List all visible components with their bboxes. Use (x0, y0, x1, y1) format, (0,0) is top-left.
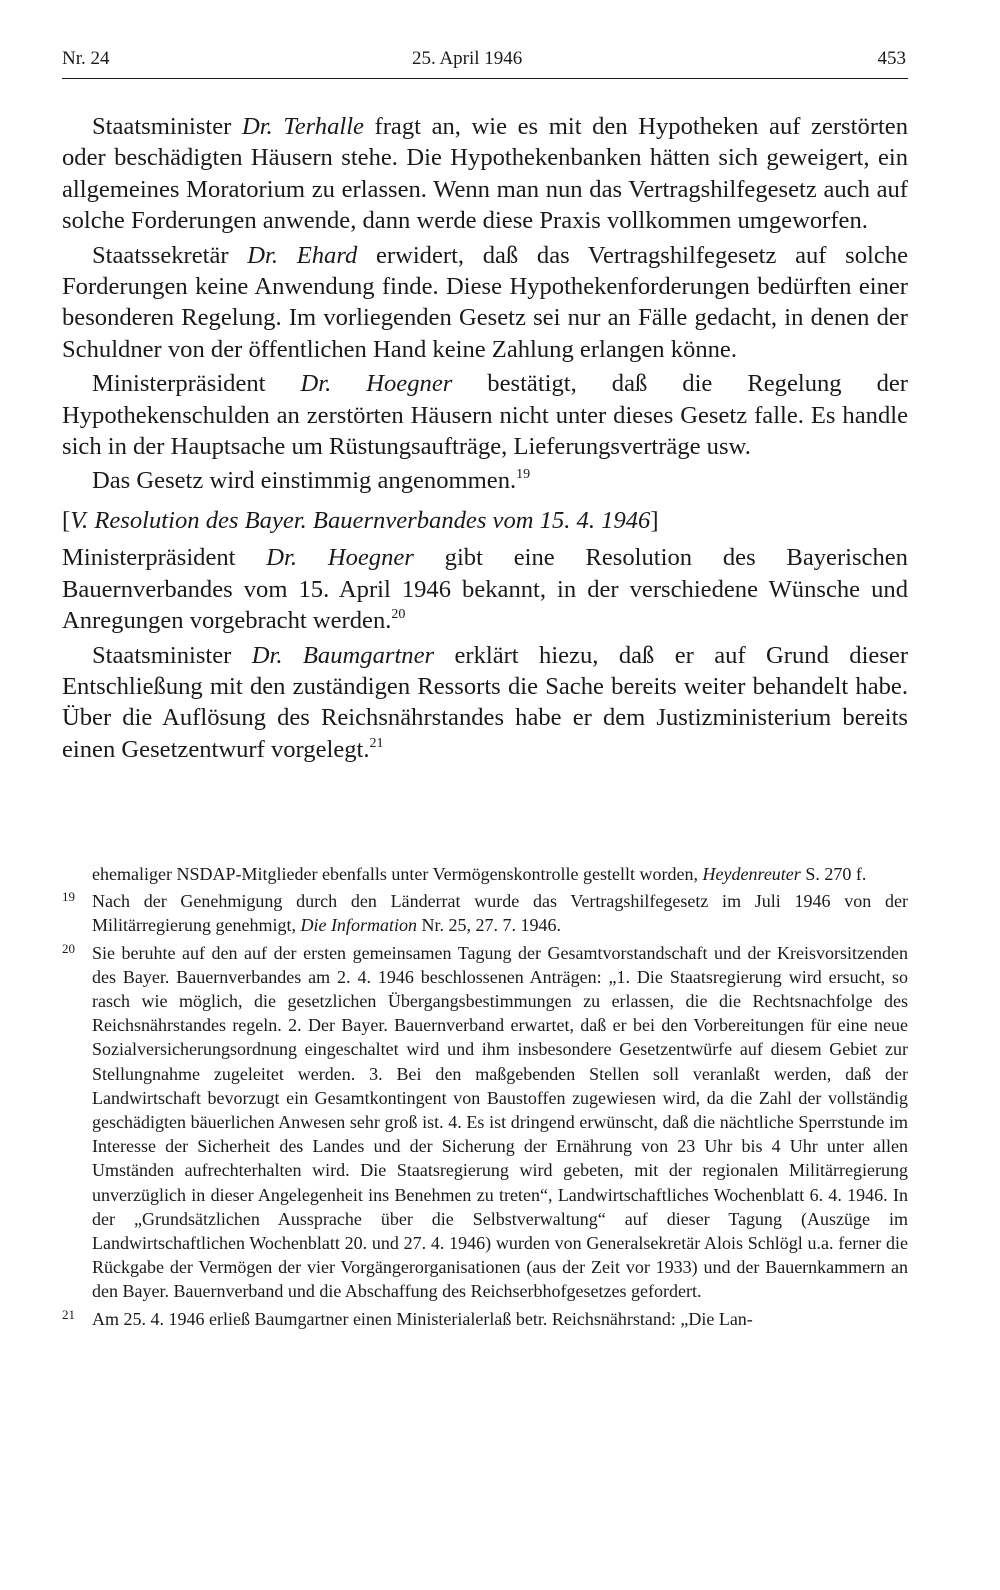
footnote-19: 19 Nach der Genehmigung durch den Länderrat wurde das Vertragshilfegesetz im Juli 1946 von der Militärregierung genehmigt, Die Information Nr. 25, 27. 7. 1946. (62, 889, 908, 937)
paragraph: Ministerpräsident Dr. Hoegner bestätigt, daß die Regelung der Hypothekenschulden an zerstörten Häusern nicht unter dieses Gesetz falle. Es handle sich in der Hauptsache um Rüstungsaufträge, Lieferungsverträge usw. (62, 370, 908, 461)
speaker-name: Dr. Baumgartner (251, 641, 435, 669)
footnote-number: 20 (62, 940, 75, 956)
speaker-name: Dr. Ehard (247, 241, 358, 269)
paragraph: Staatsminister Dr. Baumgartner erklärt hiezu, daß er auf Grund dieser Entschließung mit den zuständigen Ressorts die Sache bereits weiter behandelt habe. Über die Auflösung des Reichsnährstandes habe er dem Justizministerium bereits einen Gesetzentwurf vorgelegt.$^{21}$ (62, 641, 909, 763)
speaker-name: Dr. Hoegner (266, 544, 414, 572)
footnote-ref[interactable]: 21 (369, 735, 384, 751)
footnote-21: 21 Am 25. 4. 1946 erließ Baumgartner einen Ministerialerlaß betr. Reichsnährstand: „Die Lan- (62, 1307, 908, 1331)
speaker-name: Dr. Hoegner (300, 370, 453, 398)
footnotes (62, 862, 908, 1334)
main-text (62, 111, 908, 765)
speaker-name: Dr. Terhalle (241, 113, 364, 140)
section-heading: [V. Resolution des Bayer. Bauernverbandes vom 15. 4. 1946] (62, 506, 659, 534)
footnote-number: 21 (62, 1306, 75, 1322)
paragraph: Staatssekretär Dr. Ehard erwidert, daß das Vertragshilfegesetz auf solche Forderungen keine Anwendung finde. Diese Hypothekenforderungen bedürften einer besonderen Regelung. Im vorliegenden Gesetz sei nur an Fälle gedacht, in denen der Schuldner von der öffentlichen Hand keine Zahlung erlangen könne. (62, 241, 908, 363)
page-number: 453 (877, 48, 906, 69)
footnote-continuation: ehemaliger NSDAP-Mitglieder ebenfalls unter Vermögenskontrolle gestellt worden, Heydenreuter S. 270 f. (92, 864, 867, 884)
footnote-ref[interactable]: 19 (516, 467, 531, 483)
paragraph: Ministerpräsident Dr. Hoegner gibt eine Resolution des Bayerischen Bauernverbandes vom 15. April 1946 bekannt, in der verschiedene Wünsche und Anregungen vorgebracht werden.$^{20}$ (62, 544, 908, 635)
header-date: 25. April 1946 (412, 48, 523, 69)
issue-number: Nr. 24 (62, 48, 110, 69)
running-header (62, 44, 908, 79)
footnote-ref[interactable]: 20 (391, 607, 406, 623)
footnote-20: 20 Sie beruhte auf den auf der ersten gemeinsamen Tagung der Gesamtvorstandschaft und der Kreisvorsitzenden des Bayer. Bauernverbandes am 2. 4. 1946 beschlossenen Anträgen: „1. Die Staatsregierung wird ersucht, so rasch wie möglich, die gesetzlichen Übergangsbestimmungen zu erlassen, die die Rechtsnachfolge des Reichsnährstandes regeln. 2. Der Bayer. Bauernverband erwartet, daß er bei den Vorbereitungen für eine neue Sozialversicherungsordnung eingeschaltet wird und ihm insbesondere Gesetzentwürfe auf diesem Gebiet zur Stellungnahme zugeleitet werden. 3. Bei den maßgebenden Stellen soll veranlaßt werden, daß der Landwirtschaft bevorzugt ein Gesamtkontingent von Baustoffen zugewiesen wird, da die Zahl der vollständig geschädigten bäuerlichen Anwesen sehr groß ist. 4. Es ist dringend erwünscht, daß die nächtliche Sperrstunde im Interesse der Sicherheit des Landes und der Sicherung der Ernährung von 23 Uhr bis 4 Uhr unter allen Umständen aufrechterhalten wird. Die Staatsregierung wird gebeten, mit der regionalen Militärregierung unverzüglich in dieser Angelegenheit ins Benehmen zu treten“, Landwirtschaftliches Wochenblatt 6. 4. 1946. In der „Grundsätzlichen Aussprache über die Selbstverwaltung“ auf dieser Tagung (Auszüge im Landwirtschaftlichen Wochenblatt 20. und 27. 4. 1946) wurden von Generalsekretär Alois Schlögl u.a. ferner die Rückgabe der Vermögen der vier Vorgängerorganisationen (aus der Zeit vor 1933) und der Bauernkammern an den Bayer. Bauernverband und die Abschaffung des Reichserbhofgesetzes gefordert. (62, 941, 908, 1304)
paragraph: Das Gesetz wird einstimmig angenommen.$^{19}$ (92, 467, 531, 495)
paragraph: Staatsminister Dr. Terhalle fragt an, wie es mit den Hypotheken auf zerstörten oder beschädigten Häusern stehe. Die Hypothekenbanken hätten sich geweigert, ein allgemeines Moratorium zu erlassen. Wenn man nun das Vertragshilfegesetz auch auf solche Forderungen anwende, dann werde diese Praxis vollkommen umgeworfen. (62, 113, 908, 235)
footnote-number: 19 (62, 889, 75, 905)
